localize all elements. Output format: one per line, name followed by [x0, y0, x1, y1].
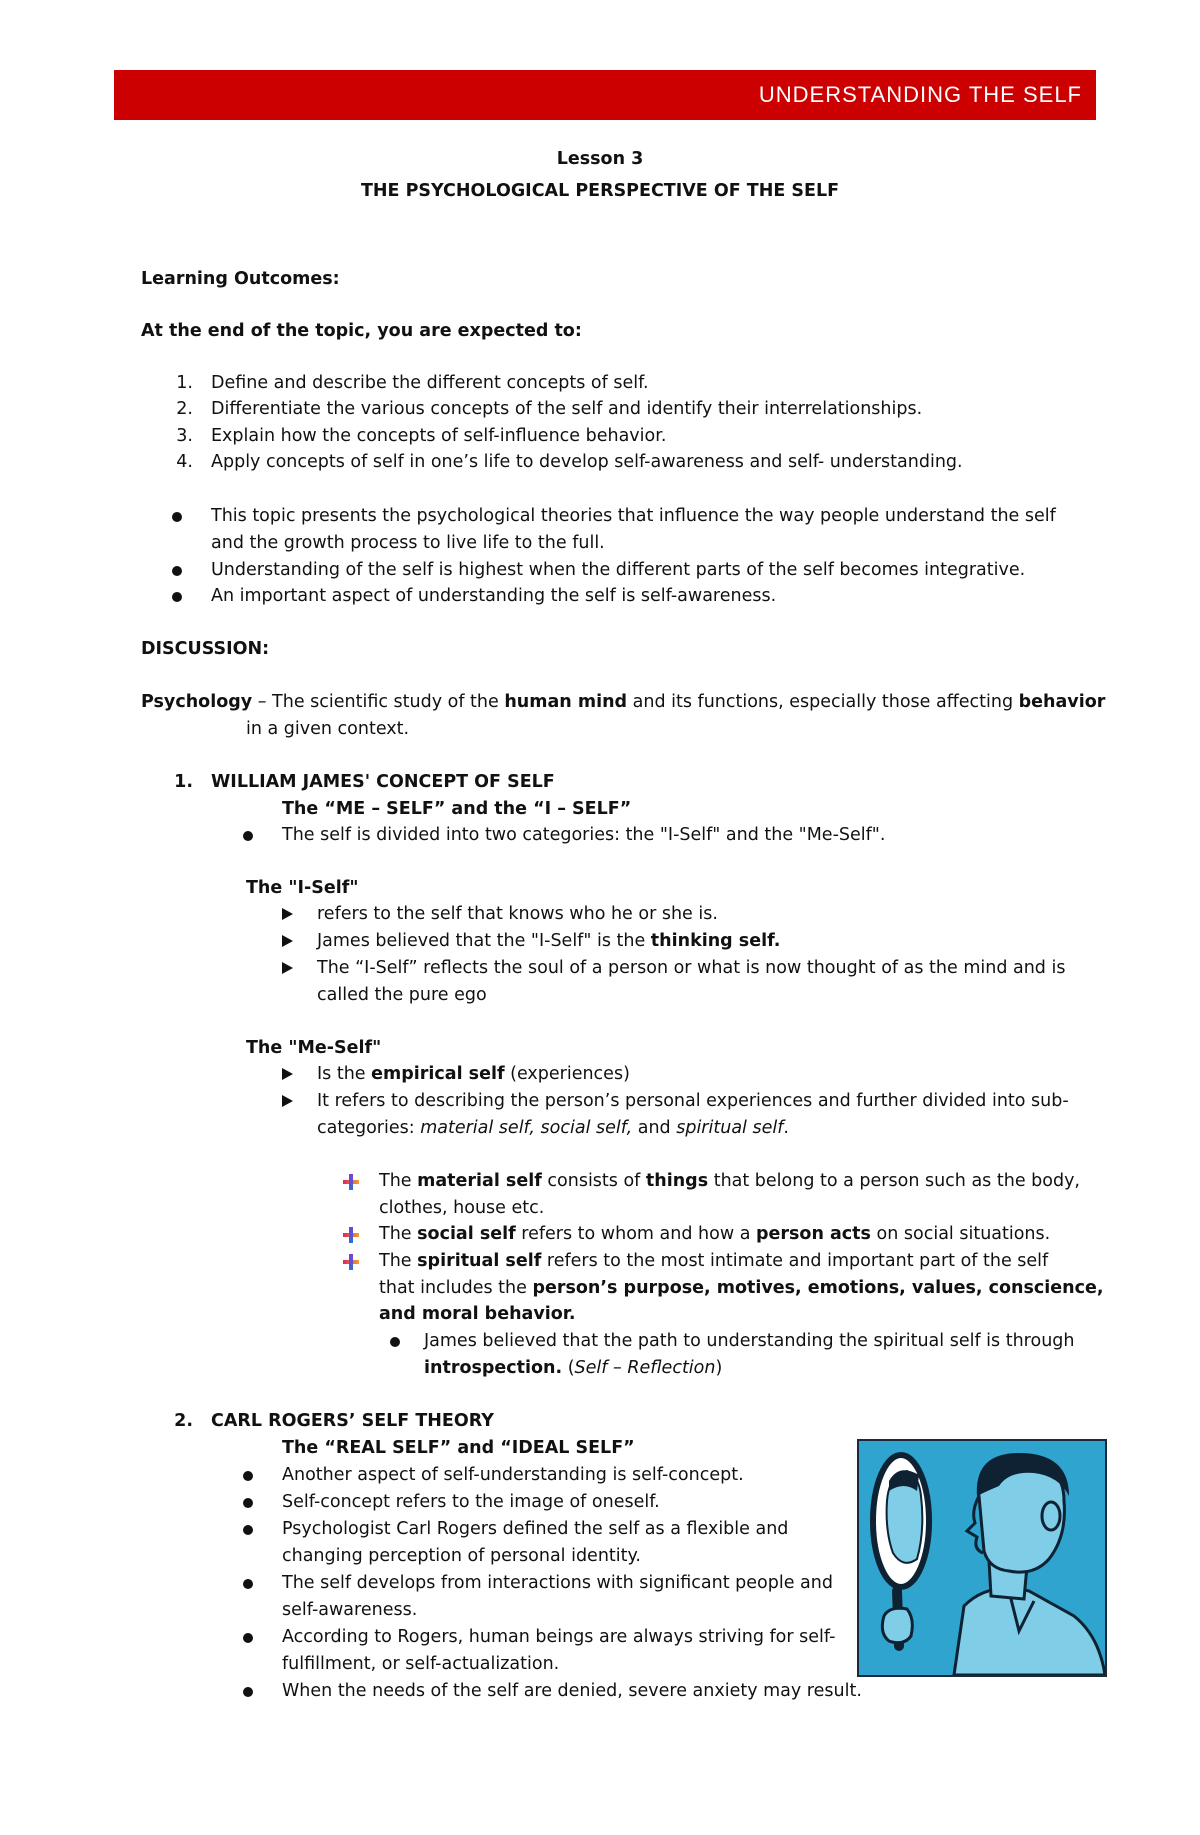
outcome-item: Apply concepts of self in one’s life to develop self-awareness and self- understanding. [211, 452, 963, 472]
bullet-dot-icon [172, 512, 182, 522]
overview-bullet: An important aspect of understanding the self is self-awareness. [211, 586, 777, 606]
material-self-cont: clothes, house etc. [379, 1198, 545, 1218]
meself-item: Is the empirical self (experiences) [317, 1064, 630, 1084]
outcome-item: Explain how the concepts of self-influence behavior. [211, 426, 667, 446]
spiritual-self-cont: and moral behavior. [379, 1304, 576, 1324]
bullet-dot-icon [243, 1579, 253, 1589]
section-number: 1. [174, 772, 193, 792]
rogers-bullet: Self-concept refers to the image of oneself. [282, 1492, 660, 1512]
introspection-item-cont: introspection. (Self – Reflection) [424, 1358, 723, 1378]
overview-bullet: Understanding of the self is highest when the different parts of the self becomes integrative. [211, 560, 1026, 580]
lesson-title: THE PSYCHOLOGICAL PERSPECTIVE OF THE SELF [360, 181, 840, 201]
arrow-bullet-icon [282, 935, 293, 947]
colored-cross-bullet-icon [343, 1227, 359, 1243]
introspection-item: James believed that the path to understanding the spiritual self is through [424, 1331, 1075, 1351]
iself-item-cont: called the pure ego [317, 985, 487, 1005]
rogers-bullet: Psychologist Carl Rogers defined the self as a flexible and [282, 1519, 789, 1539]
meself-item-cont: categories: material self, social self, and spiritual self. [317, 1118, 789, 1138]
iself-item: refers to the self that knows who he or she is. [317, 904, 718, 924]
james-subheading: The “ME – SELF” and the “I – SELF” [282, 799, 632, 819]
rogers-bullet: According to Rogers, human beings are always striving for self- [282, 1627, 836, 1647]
bullet-dot-icon [172, 592, 182, 602]
rogers-bullet: Another aspect of self-understanding is self-concept. [282, 1465, 744, 1485]
overview-bullet: This topic presents the psychological theories that influence the way people understand the self [211, 506, 1056, 526]
rogers-bullet-cont: changing perception of personal identity. [282, 1546, 641, 1566]
bullet-dot-icon [243, 831, 253, 841]
james-bullet: The self is divided into two categories: the "I-Self" and the "Me-Self". [282, 825, 886, 845]
arrow-bullet-icon [282, 1068, 293, 1080]
header-banner [114, 70, 1096, 120]
overview-bullet-cont: and the growth process to live life to the full. [211, 533, 605, 553]
iself-item: The “I-Self” reflects the soul of a person or what is now thought of as the mind and is [317, 958, 1066, 978]
bullet-dot-icon [172, 566, 182, 576]
material-self-item: The material self consists of things that belong to a person such as the body, [379, 1171, 1080, 1191]
rogers-bullet: When the needs of the self are denied, severe anxiety may result. [282, 1681, 862, 1701]
rogers-bullet: The self develops from interactions with significant people and [282, 1573, 833, 1593]
discussion-heading: DISCUSSION: [141, 639, 270, 659]
spiritual-self-item: The spiritual self refers to the most intimate and important part of the self [379, 1251, 1049, 1271]
rogers-subheading: The “REAL SELF” and “IDEAL SELF” [282, 1438, 635, 1458]
mirror-man-image [859, 1441, 1105, 1675]
james-heading: WILLIAM JAMES' CONCEPT OF SELF [211, 772, 555, 792]
mirror-illustration [857, 1439, 1107, 1677]
outcomes-heading: Learning Outcomes: [141, 269, 340, 289]
bullet-dot-icon [243, 1525, 253, 1535]
rogers-bullet-cont: self-awareness. [282, 1600, 418, 1620]
outcome-number: 1. [176, 373, 193, 393]
arrow-bullet-icon [282, 908, 293, 920]
banner-title: UNDERSTANDING THE SELF [758, 82, 1082, 107]
meself-heading: The "Me-Self" [246, 1038, 382, 1058]
outcome-item: Differentiate the various concepts of the self and identify their interrelationships. [211, 399, 923, 419]
psychology-definition: Psychology – The scientific study of the human mind and its functions, especially those affecting behavior [141, 692, 1106, 712]
rogers-heading: CARL ROGERS’ SELF THEORY [211, 1411, 494, 1431]
spiritual-self-cont: that includes the person’s purpose, motives, emotions, values, conscience, [379, 1278, 1104, 1298]
arrow-bullet-icon [282, 1095, 293, 1107]
arrow-bullet-icon [282, 962, 293, 974]
iself-heading: The "I-Self" [246, 878, 359, 898]
bullet-dot-icon [243, 1633, 253, 1643]
bullet-dot-icon [243, 1498, 253, 1508]
meself-item: It refers to describing the person’s personal experiences and further divided into sub- [317, 1091, 1069, 1111]
iself-item: James believed that the "I-Self" is the thinking self. [317, 931, 781, 951]
psychology-definition-cont: in a given context. [246, 719, 410, 739]
bullet-dot-icon [390, 1337, 400, 1347]
outcome-number: 3. [176, 426, 193, 446]
outcome-number: 2. [176, 399, 193, 419]
bullet-dot-icon [243, 1687, 253, 1697]
bullet-dot-icon [243, 1471, 253, 1481]
outcome-number: 4. [176, 452, 193, 472]
section-number: 2. [174, 1411, 193, 1431]
social-self-item: The social self refers to whom and how a person acts on social situations. [379, 1224, 1051, 1244]
lesson-number: Lesson 3 [556, 149, 644, 169]
rogers-bullet-cont: fulfillment, or self-actualization. [282, 1654, 560, 1674]
outcomes-intro: At the end of the topic, you are expected to: [141, 321, 582, 341]
colored-cross-bullet-icon [343, 1174, 359, 1190]
colored-cross-bullet-icon [343, 1254, 359, 1270]
outcome-item: Define and describe the different concepts of self. [211, 373, 649, 393]
